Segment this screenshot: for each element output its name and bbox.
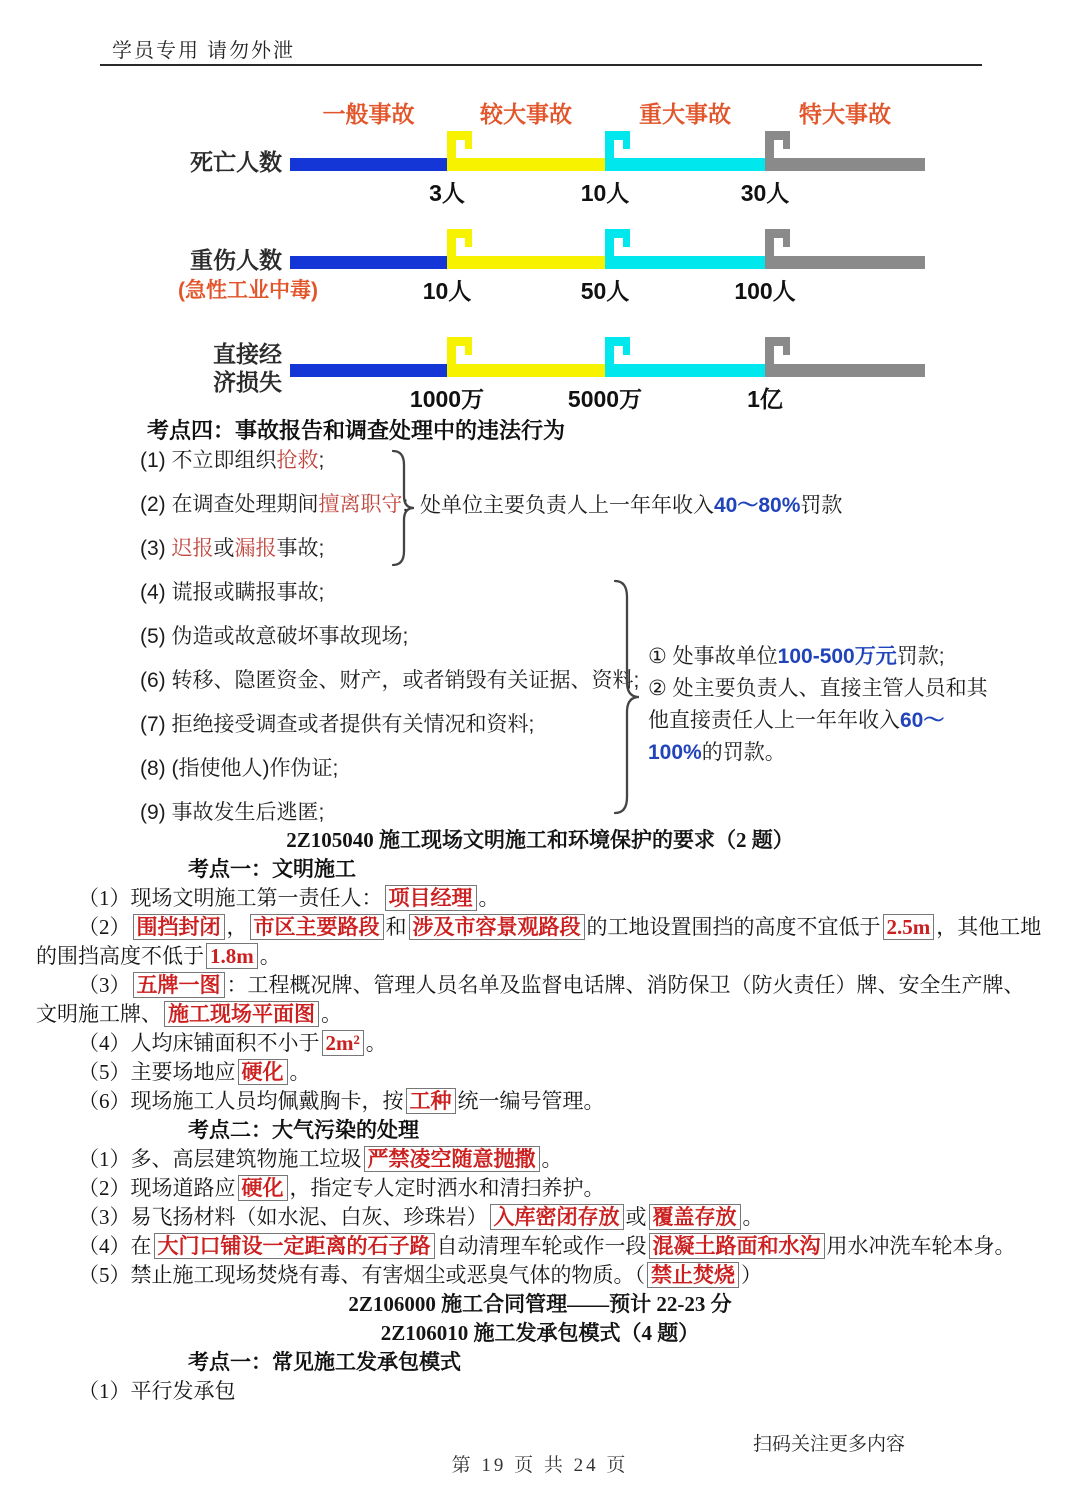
penalty-note-1: [420, 489, 842, 519]
text-run: 统一编号管理。: [457, 1089, 605, 1113]
text-run: ，: [226, 915, 248, 939]
key-term-boxed: 工种: [406, 1088, 456, 1114]
text-run: 。: [289, 1060, 311, 1084]
key-term-boxed: 覆盖存放: [649, 1204, 741, 1230]
kaodian-contracting-heading: 考点一：常见施工发承包模式: [188, 1351, 461, 1374]
segment-hook: [605, 229, 614, 256]
violation-item: [140, 622, 660, 651]
text-run: (9) 事故发生后逃匿;: [140, 801, 325, 824]
threshold-label: 30人: [740, 180, 790, 206]
key-term-boxed: 入库密闭存放: [490, 1204, 624, 1230]
row-label: 直接经 济损失: [213, 341, 282, 395]
threshold-label: 5000万: [567, 386, 643, 412]
civilized-construction-item: [36, 1087, 1044, 1116]
text-run: (2) 在调查处理期间: [140, 493, 319, 516]
segment-hook: [765, 131, 774, 158]
segment-hook: [605, 131, 614, 158]
text-run: (7) 拒绝接受调查或者提供有关情况和资料;: [140, 713, 535, 736]
text-run: 罚款: [800, 494, 843, 517]
text-run: （3）易飞扬材料（如水泥、白灰、珍珠岩）: [78, 1205, 488, 1229]
segment-hook: [447, 337, 456, 364]
threshold-label: 10人: [580, 180, 630, 206]
section-title-2z106000: 2Z106000 施工合同管理——预计 22-23 分: [348, 1292, 732, 1316]
text-run: 的罚款。: [701, 741, 786, 764]
key-term-boxed: 大门口铺设一定距离的石子路: [154, 1233, 435, 1259]
emphasis-text: 擅离职守: [318, 493, 403, 516]
violation-item: [140, 754, 660, 783]
text-run: （5）主要场地应: [78, 1060, 236, 1084]
curly-brace-small-icon: [390, 448, 418, 568]
segment-hook: [783, 140, 790, 149]
text-run: （6）现场施工人员均佩戴胸卡，按: [78, 1089, 404, 1113]
segment-hook: [465, 346, 472, 355]
segment-hook: [605, 337, 614, 364]
accident-severity-diagram: [0, 0, 1080, 420]
text-run: ：工程概况牌、管理人员名单及监督电话牌、消防保卫（防火责任）牌、安全生产牌、文明施工牌、: [36, 973, 1025, 1026]
segment-hook: [623, 346, 630, 355]
text-run: 罚款;: [896, 645, 945, 668]
emphasis-text: 漏报: [234, 537, 277, 560]
text-run: 。: [742, 1205, 764, 1229]
text-run: 。: [541, 1147, 563, 1171]
text-run: 用水冲洗车轮本身。: [826, 1234, 1016, 1258]
text-run: （3）: [78, 973, 131, 997]
key-term-boxed: 五牌一图: [133, 972, 225, 998]
segment-hook: [614, 131, 630, 140]
bar-segment: [290, 256, 447, 269]
segment-hook: [774, 229, 790, 238]
threshold-label: 100人: [734, 278, 796, 304]
text-run: 自动清理车轮或作一段: [436, 1234, 647, 1258]
text-run: (5) 伪造或故意破坏事故现场;: [140, 625, 409, 648]
text-run: ，指定专人定时洒水和清扫养护。: [289, 1176, 605, 1200]
section-title-2z105040: 2Z105040 施工现场文明施工和环境保护的要求（2 题）: [286, 828, 794, 852]
threshold-label: 10人: [422, 278, 472, 304]
key-term-boxed: 市区主要路段: [250, 914, 384, 940]
bar-segment: [447, 364, 605, 377]
text-run: (8) (指使他人)作伪证;: [140, 757, 339, 780]
bar-segment: [605, 158, 765, 171]
kaodian4-title: 考点四：事故报告和调查处理中的违法行为: [147, 418, 566, 443]
segment-hook: [456, 337, 472, 346]
text-run: （4）人均床铺面积不小于: [78, 1031, 320, 1055]
bar-segment: [765, 256, 925, 269]
text-run: (1) 不立即组织: [140, 449, 277, 472]
row-label: 死亡人数: [190, 149, 282, 175]
document-body: [36, 826, 1044, 1406]
emphasis-text: 100-500万元: [777, 645, 897, 668]
text-run: （1）现场文明施工第一责任人：: [78, 886, 383, 910]
text-run: ;: [318, 449, 325, 472]
violation-item: [140, 578, 660, 607]
text-run: （1）多、高层建筑物施工垃圾: [78, 1147, 362, 1171]
bar-segment: [605, 364, 765, 377]
civilized-construction-item: [36, 913, 1044, 971]
segment-hook: [465, 238, 472, 247]
text-run: （2）现场道路应: [78, 1176, 236, 1200]
air-pollution-item: [36, 1232, 1044, 1261]
segment-hook: [456, 131, 472, 140]
violation-item: [140, 798, 660, 827]
text-run: ② 处主要负责人、直接主管人员和其他直接责任人上一年年收入: [648, 677, 988, 732]
key-term-boxed: 施工现场平面图: [164, 1001, 319, 1027]
row-label: 重伤人数: [190, 247, 282, 273]
air-pollution-item: [36, 1261, 1044, 1290]
segment-hook: [774, 337, 790, 346]
severity-level-label: 特大事故: [799, 101, 891, 127]
threshold-label: 1000万: [409, 386, 485, 412]
bar-segment: [447, 158, 605, 171]
segment-hook: [623, 238, 630, 247]
segment-hook: [465, 140, 472, 149]
text-run: （1）平行发承包: [78, 1379, 236, 1403]
key-term-boxed: 1.8m: [206, 943, 258, 969]
segment-hook: [623, 140, 630, 149]
segment-hook: [783, 346, 790, 355]
bar-segment: [765, 364, 925, 377]
violation-item: [140, 666, 660, 695]
civilized-construction-item: [36, 971, 1044, 1029]
text-run: 。: [365, 1031, 387, 1055]
section-title-2z106010: 2Z106010 施工发承包模式（4 题）: [380, 1321, 700, 1345]
civilized-construction-item: [36, 1029, 1044, 1058]
key-term-boxed: 2.5m: [883, 914, 935, 940]
text-run: （2）: [78, 915, 131, 939]
threshold-label: 50人: [580, 278, 630, 304]
segment-hook: [614, 229, 630, 238]
segment-hook: [783, 238, 790, 247]
segment-hook: [765, 337, 774, 364]
civilized-construction-item: [36, 1058, 1044, 1087]
severity-level-label: 一般事故: [322, 101, 415, 127]
bar-segment: [605, 256, 765, 269]
emphasis-text: 40～80%: [714, 494, 801, 517]
severity-level-label: 重大事故: [639, 101, 731, 127]
threshold-label: 3人: [429, 180, 465, 206]
segment-hook: [774, 131, 790, 140]
segment-hook: [456, 229, 472, 238]
text-run: ;: [402, 493, 409, 516]
emphasis-text: 迟报: [171, 537, 214, 560]
text-run: (6) 转移、隐匿资金、财产，或者销毁有关证据、资料;: [140, 669, 640, 692]
qr-note: 扫码关注更多内容: [753, 1434, 906, 1455]
severity-level-label: 较大事故: [480, 101, 572, 127]
text-run: （5）禁止施工现场焚烧有毒、有害烟尘或恶臭气体的物质。（: [78, 1263, 645, 1287]
key-term-boxed: 项目经理: [385, 885, 477, 911]
segment-hook: [765, 229, 774, 256]
text-run: 和: [385, 915, 407, 939]
key-term-boxed: 2m²: [322, 1030, 364, 1056]
key-term-boxed: 涉及市容景观路段: [409, 914, 585, 940]
text-run: 或: [625, 1205, 647, 1229]
bar-segment: [290, 364, 447, 377]
row-sublabel: (急性工业中毒): [178, 279, 318, 302]
key-term-boxed: 禁止焚烧: [647, 1262, 739, 1288]
threshold-label: 1亿: [747, 386, 783, 412]
emphasis-text: 抢救: [276, 449, 319, 472]
violation-item: [140, 710, 660, 739]
civilized-construction-item: [36, 884, 1044, 913]
segment-hook: [447, 229, 456, 256]
key-term-boxed: 围挡封闭: [133, 914, 225, 940]
segment-hook: [447, 131, 456, 158]
text-run: （4）在: [78, 1234, 152, 1258]
bar-segment: [765, 158, 925, 171]
page-number: 第 19 页 共 24 页: [451, 1455, 629, 1476]
text-run: (4) 谎报或瞒报事故;: [140, 581, 325, 604]
air-pollution-item: [36, 1174, 1044, 1203]
header-note: 学员专用 请勿外泄: [112, 40, 295, 62]
text-run: 的工地设置围挡的高度不宜低于: [586, 915, 881, 939]
bar-segment: [290, 158, 447, 171]
text-run: 处单位主要负责人上一年年收入: [420, 494, 714, 517]
text-run: ① 处事故单位: [648, 645, 778, 668]
air-pollution-item: [36, 1203, 1044, 1232]
text-run: 。: [259, 944, 281, 968]
text-run: 或: [213, 537, 235, 560]
air-pollution-item: [36, 1145, 1044, 1174]
text-run: 。: [321, 1002, 342, 1026]
key-term-boxed: 严禁凌空随意抛撒: [364, 1146, 540, 1172]
segment-hook: [614, 337, 630, 346]
key-term-boxed: 硬化: [238, 1059, 288, 1085]
emphasis-text: 60～100%: [648, 709, 945, 764]
text-run: 事故;: [276, 537, 325, 560]
text-run: 。: [478, 886, 500, 910]
contracting-item: [36, 1377, 1044, 1406]
text-run: ）: [741, 1263, 762, 1287]
kaodian1-heading: 考点一：文明施工: [188, 858, 356, 881]
text-run: ，其他工地的围挡高度不低于: [36, 915, 1042, 968]
curly-brace-large-icon: [612, 578, 644, 816]
key-term-boxed: 硬化: [238, 1175, 288, 1201]
bar-segment: [447, 256, 605, 269]
kaodian2-heading: 考点二：大气污染的处理: [188, 1119, 419, 1142]
key-term-boxed: 混凝土路面和水沟: [649, 1233, 825, 1259]
penalty-note-2: [648, 641, 993, 769]
text-run: (3): [140, 537, 172, 560]
